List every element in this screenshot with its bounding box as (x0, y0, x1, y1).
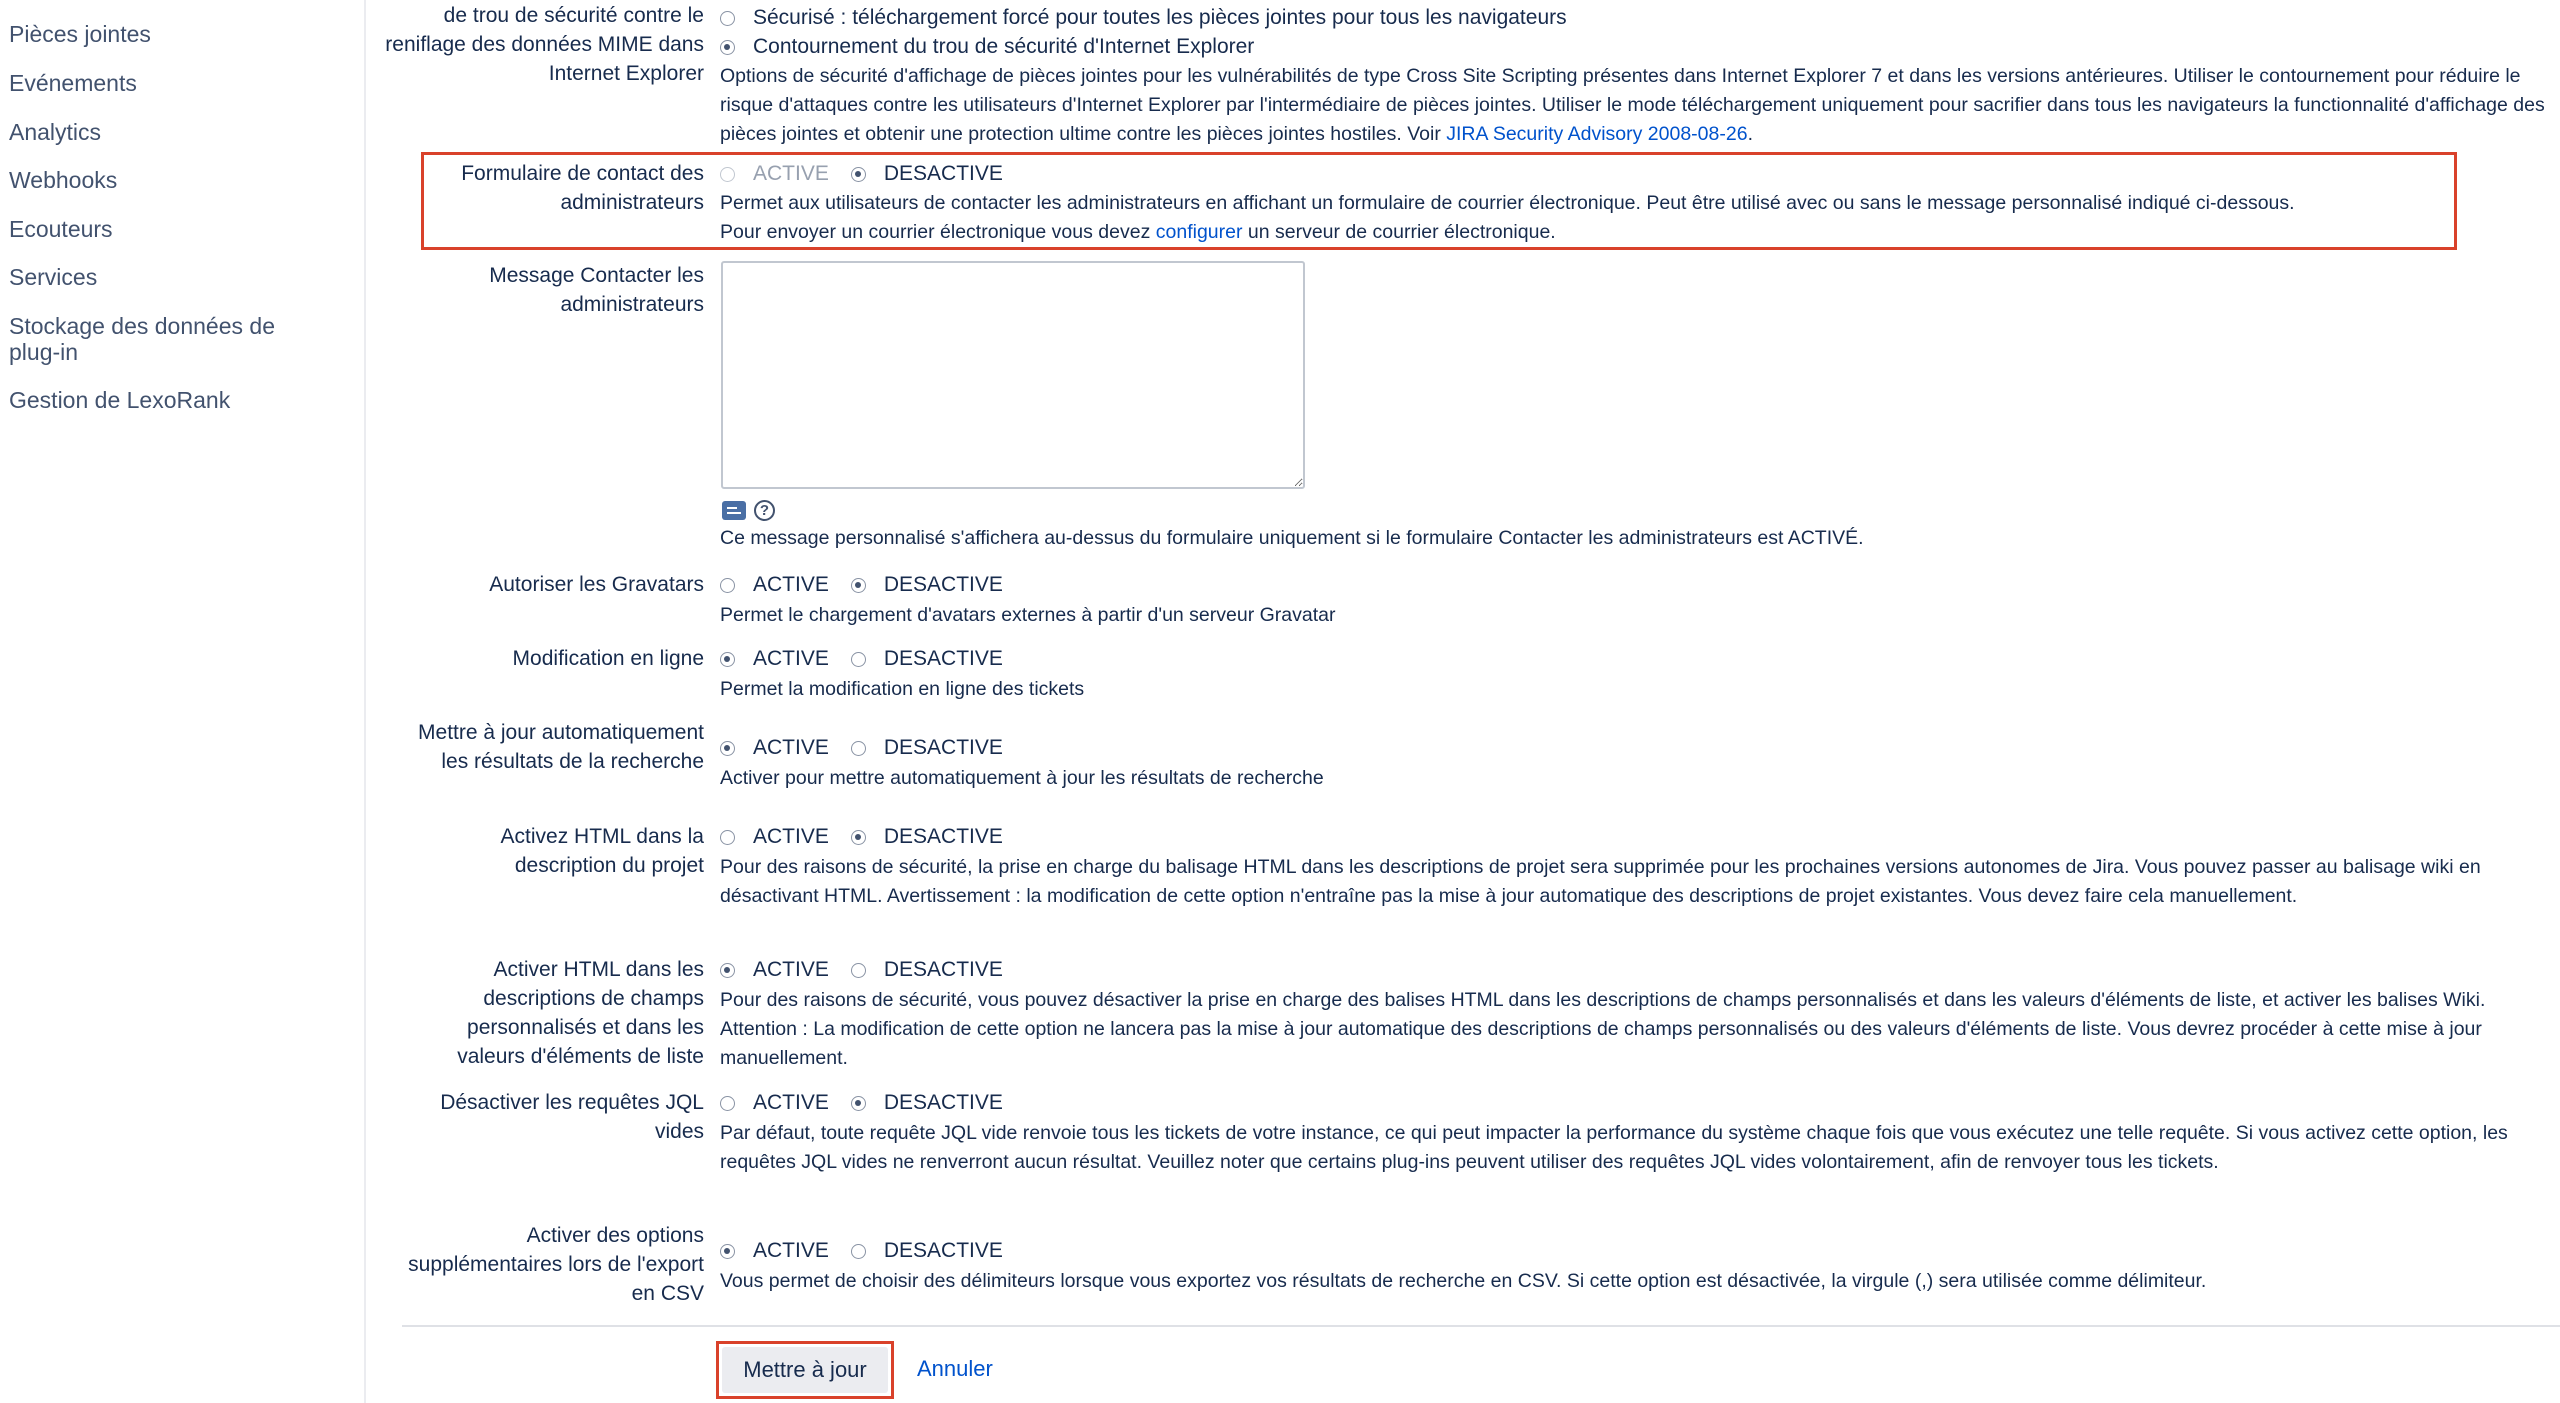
html-project-label: Activez HTML dans la description du projet (500, 825, 704, 877)
security-advisory-link[interactable]: JIRA Security Advisory 2008-08-26 (1446, 123, 1748, 145)
cancel-link[interactable]: Annuler (917, 1356, 993, 1381)
sidebar-item-listeners[interactable]: Ecouteurs (9, 216, 113, 242)
empty-jql-label: Désactiver les requêtes JQL vides (440, 1091, 704, 1143)
contact-form-active-radio[interactable]: ACTIVE (720, 162, 829, 186)
inline-edit-radios (720, 644, 1003, 674)
empty-jql-description: Par défaut, toute requête JQL vide renvoie tous les tickets de votre instance, ce qui peut impacter la performance du système chaque fois que vous exécutez une telle requête. Si vous activez cette option, les requêtes JQL vides ne renverront aucun résultat. Veuillez noter que certains plug-ins peuvent utiliser des requêtes JQL vides volontairement, afin de renvoyer tous les tickets. (720, 1122, 2508, 1173)
auto-update-description: Activer pour mettre automatiquement à jour les résultats de recherche (720, 767, 1324, 789)
sidebar-item-plugin-storage[interactable]: Stockage des données de plug-in (9, 313, 275, 365)
html-project-radios (720, 822, 1003, 852)
sidebar-item-lexorank[interactable]: Gestion de LexoRank (9, 387, 231, 413)
inline-edit-description: Permet la modification en ligne des tickets (720, 678, 1085, 700)
radio-unchecked-icon (720, 578, 735, 593)
mime-secure-option (720, 3, 1567, 33)
inline-edit-label: Modification en ligne (512, 647, 704, 670)
radio-checked-icon (851, 167, 866, 182)
inline-edit-active-radio[interactable]: ACTIVE (720, 647, 829, 671)
radio-unchecked-icon (851, 652, 866, 667)
mime-sniffing-label: de trou de sécurité contre le reniflage des données MIME dans Internet Explorer (385, 4, 704, 85)
contact-message-label: Message Contacter les administrateurs (489, 264, 704, 316)
radio-checked-icon (851, 830, 866, 845)
radio-unchecked-icon (851, 741, 866, 756)
contact-form-inactive-radio[interactable]: DESACTIVE (851, 162, 1003, 186)
radio-unchecked-icon (720, 1096, 735, 1111)
gravatars-inactive-radio[interactable]: DESACTIVE (851, 573, 1003, 597)
radio-checked-icon (720, 652, 735, 667)
html-project-description: Pour des raisons de sécurité, la prise en charge du balisage HTML dans les descriptions de projet sera supprimée pour les prochaines versions autonomes de Jira. Vous pouvez passer au balisage wiki en désactivant HTML. Avertissement : la modification de cette option n'entraîne pas la mise à jour automatique des descriptions de projet existantes. Vous devez faire cela manuellement. (720, 856, 2481, 907)
wiki-renderer-icon[interactable] (722, 501, 746, 520)
mime-sniffing-description: Options de sécurité d'affichage de pièces jointes pour les vulnérabilités de type Cross Site Scripting présentes dans Internet Explorer 7 et dans les versions antérieures. Utiliser le contournement pour réduire le risque d'attaques contre les utilisateurs d'Internet Explorer par l'intermédiaire de pièces jointes. Utiliser le mode téléchargement uniquement pour sacrifier dans tous les navigateurs la functionnalité d'affichage des pièces jointes et obtenir une protection ultime contre les pièces jointes hostiles. Voir JIRA Security Advisory 2008-08-26. (720, 65, 2545, 145)
sidebar-item-events[interactable]: Evénements (9, 70, 137, 96)
auto-update-active-radio[interactable]: ACTIVE (720, 736, 829, 760)
footer-divider (402, 1325, 2560, 1327)
html-project-active-radio[interactable]: ACTIVE (720, 825, 829, 849)
contact-message-description: Ce message personnalisé s'affichera au-dessus du formulaire uniquement si le formulaire Contacter les administrateurs est ACTIVÉ. (720, 527, 1864, 549)
csv-export-radios (720, 1236, 1003, 1266)
sidebar-item-webhooks[interactable]: Webhooks (9, 167, 118, 193)
sidebar-item-services[interactable]: Services (9, 264, 98, 290)
radio-checked-icon (851, 578, 866, 593)
mime-workaround-radio[interactable]: Contournement du trou de sécurité d'Internet Explorer (720, 35, 1254, 59)
radio-checked-icon (851, 1096, 866, 1111)
sidebar-item-analytics[interactable]: Analytics (9, 119, 102, 145)
empty-jql-radios (720, 1088, 1003, 1118)
empty-jql-inactive-radio[interactable]: DESACTIVE (851, 1091, 1003, 1115)
radio-unchecked-icon (851, 963, 866, 978)
html-fields-inactive-radio[interactable]: DESACTIVE (851, 958, 1003, 982)
html-fields-label: Activer HTML dans les descriptions de champs personnalisés et dans les valeurs d'éléments de liste (457, 958, 704, 1068)
auto-update-inactive-radio[interactable]: DESACTIVE (851, 736, 1003, 760)
help-icon[interactable]: ? (754, 500, 775, 521)
sidebar-item-attachments[interactable]: Pièces jointes (9, 21, 151, 47)
radio-unchecked-icon (720, 11, 735, 26)
gravatars-label: Autoriser les Gravatars (489, 573, 704, 596)
radio-checked-icon (720, 741, 735, 756)
contact-form-label: Formulaire de contact des administrateurs (461, 162, 704, 214)
admin-sidebar (0, 0, 366, 1403)
contact-message-textarea[interactable] (721, 261, 1305, 489)
configure-mail-link[interactable]: configurer (1155, 221, 1243, 243)
mime-workaround-option (720, 32, 1254, 62)
radio-unchecked-icon (720, 830, 735, 845)
radio-checked-icon (720, 1244, 735, 1259)
csv-export-active-radio[interactable]: ACTIVE (720, 1239, 829, 1263)
inline-edit-inactive-radio[interactable]: DESACTIVE (851, 647, 1003, 671)
gravatars-radios (720, 570, 1003, 600)
mime-secure-radio[interactable]: Sécurisé : téléchargement forcé pour toutes les pièces jointes pour tous les navigateurs (720, 6, 1567, 30)
html-fields-description: Pour des raisons de sécurité, vous pouvez désactiver la prise en charge des balises HTML dans les descriptions de champs personnalisés et dans les valeurs d'éléments de liste, et activer les balises Wiki. Attention : La modification de cette option ne lancera pas la mise à jour automatique des descriptions de champs personnalisés ou des valeurs d'éléments de liste. Vous devrez procéder à cette mise à jour manuellement. (720, 989, 2486, 1069)
contact-form-mail-hint: Pour envoyer un courrier électronique vous devez configurer un serveur de courrier électronique. (720, 221, 1556, 243)
contact-form-radios (720, 159, 1003, 189)
contact-form-description: Permet aux utilisateurs de contacter les administrateurs en affichant un formulaire de courrier électronique. Peut être utilisé avec ou sans le message personnalisé indiqué ci-dessous. (720, 192, 2295, 214)
html-project-inactive-radio[interactable]: DESACTIVE (851, 825, 1003, 849)
radio-unchecked-icon (720, 167, 735, 182)
html-fields-active-radio[interactable]: ACTIVE (720, 958, 829, 982)
radio-checked-icon (720, 963, 735, 978)
gravatars-active-radio[interactable]: ACTIVE (720, 573, 829, 597)
empty-jql-active-radio[interactable]: ACTIVE (720, 1091, 829, 1115)
auto-update-label: Mettre à jour automatiquement les résultats de la recherche (418, 721, 704, 773)
auto-update-radios (720, 733, 1003, 763)
csv-export-label: Activer des options supplémentaires lors de l'export en CSV (408, 1224, 704, 1305)
csv-export-description: Vous permet de choisir des délimiteurs lorsque vous exportez vos résultats de recherche en CSV. Si cette option est désactivée, la virgule (,) sera utilisée comme délimiteur. (720, 1270, 2207, 1292)
radio-unchecked-icon (851, 1244, 866, 1259)
csv-export-inactive-radio[interactable]: DESACTIVE (851, 1239, 1003, 1263)
html-fields-radios (720, 955, 1003, 985)
gravatars-description: Permet le chargement d'avatars externes à partir d'un serveur Gravatar (720, 604, 1336, 626)
update-button[interactable]: Mettre à jour (722, 1347, 888, 1393)
radio-checked-icon (720, 40, 735, 55)
